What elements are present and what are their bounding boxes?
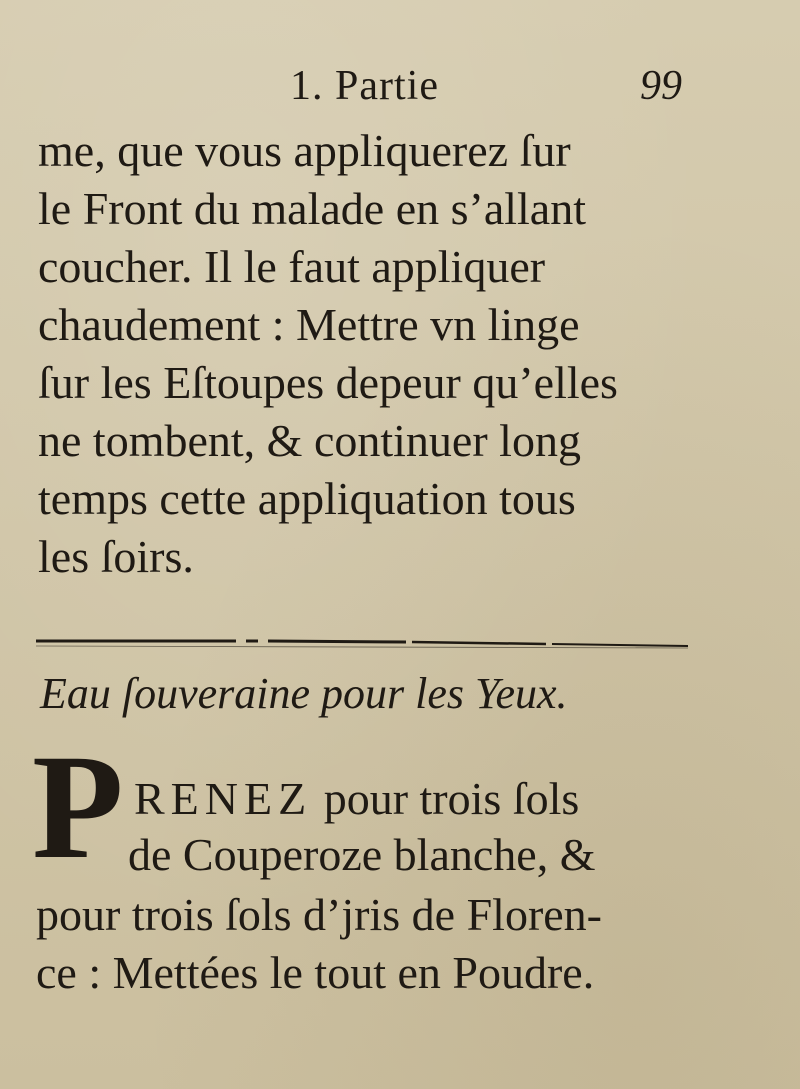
text-line: coucher. Il le faut appliquer <box>38 241 546 292</box>
recipe-line-1-rest: pour trois ſols <box>312 773 580 824</box>
recipe-line-2: de Couperoze blanche, & <box>128 829 596 880</box>
section-heading: Eau ſouveraine pour les Yeux. <box>40 669 568 718</box>
text-line: le Front du malade en s’allant <box>38 183 587 234</box>
recipe-first-word: RENEZ <box>134 773 313 824</box>
text-line: me, que vous appliquerez ſur <box>38 125 571 176</box>
text-line: ne tombent, & continuer long <box>38 415 581 466</box>
running-header <box>0 62 800 112</box>
text-line: chaudement : Mettre vn linge <box>38 299 580 350</box>
text-line: temps cette appliquation tous <box>38 473 576 524</box>
drop-cap-letter: P <box>32 724 124 890</box>
recipe-line-4: ce : Mettées le tout en Poudre. <box>36 947 595 998</box>
text-line: les ſoirs. <box>38 531 194 582</box>
ornamental-rule <box>36 636 688 650</box>
page-number: 99 <box>640 63 682 109</box>
recipe-line-3: pour trois ſols d’jris de Floren- <box>36 889 602 940</box>
recipe-line-1 <box>134 770 579 828</box>
body-paragraph <box>38 122 718 586</box>
part-label: 1. Partie <box>290 63 439 109</box>
text-line: ſur les Eſtoupes depeur qu’elles <box>38 357 618 408</box>
